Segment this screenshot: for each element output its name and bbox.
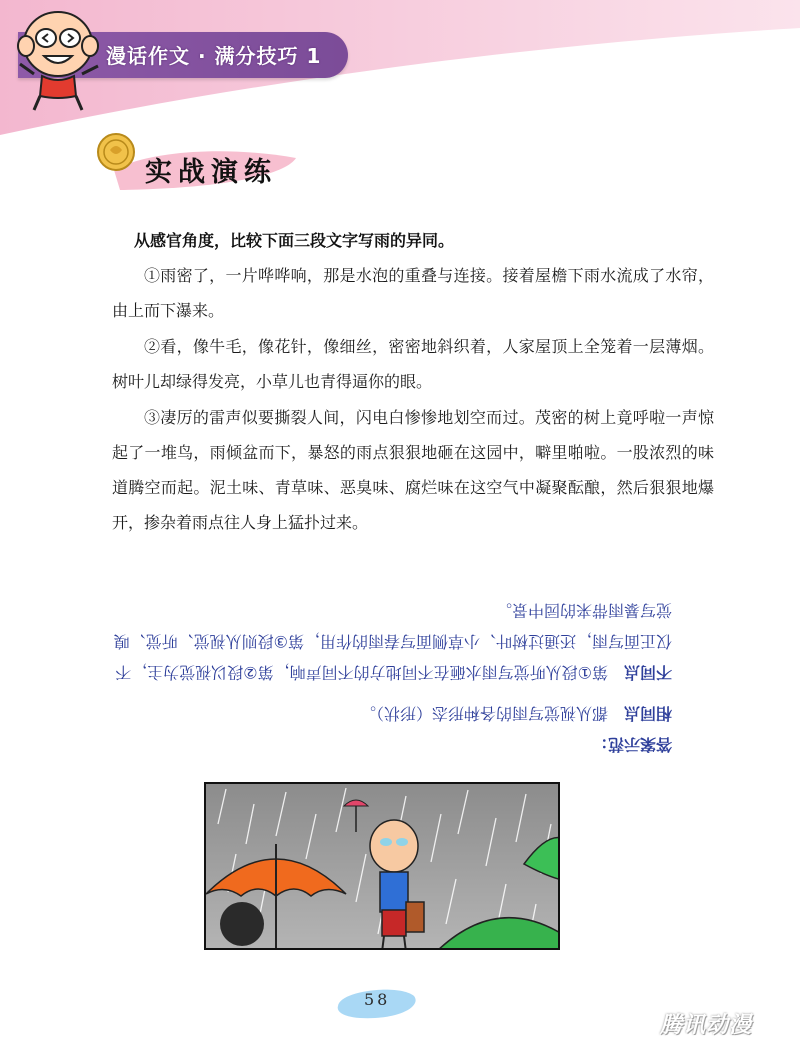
exercise-prompt: 从感官角度，比较下面三段文字写雨的异同。 [134, 231, 455, 250]
section-title: 实战演练 [145, 157, 277, 188]
same-point-text: 都从视觉写雨的各种形态（形状）。 [359, 704, 608, 723]
diff-point-text: 第①段从听觉写雨水砸在不同地方的不同声响，第②段以视觉为主，不仅正面写雨，还通过树叶、小草侧面写春雨的作用，第③段则从视觉、听觉、嗅觉写暴雨带来的园中景。 [113, 601, 672, 682]
passage-2: ②看，像牛毛，像花针，像细丝，密密地斜织着，人家屋顶上全笼着一层薄烟。树叶儿却绿得发亮，小草儿也青得逼你的眼。 [112, 337, 714, 391]
diff-point-tag: 不同点 [623, 663, 672, 682]
rain-scene-illustration [206, 784, 560, 950]
coin-icon [96, 132, 136, 172]
same-point-tag: 相同点 [623, 704, 672, 723]
answer-title: 答案示范： [591, 735, 672, 754]
series-title: 漫话作文 · 满分技巧 1 [106, 44, 322, 68]
mascot-illustration [14, 4, 106, 114]
passage-1: ①雨密了，一片哗哗响，那是水泡的重叠与连接。接着屋檐下雨水流成了水帘，由上而下瀑来。 [112, 266, 714, 320]
answer-block-inverted [112, 570, 672, 760]
watermark-logo: 腾讯动漫 [660, 1013, 753, 1038]
page-number: 58 [364, 990, 391, 1009]
rain-comic-panel [204, 782, 560, 950]
passage-3: ③凄厉的雷声似要撕裂人间，闪电白惨惨地划空而过。茂密的树上竟呼啦一声惊起了一堆鸟，雨倾盆而下，暴怒的雨点狠狠地砸在这园中，噼里啪啦。一股浓烈的味道腾空而起。泥土味、青草味、恶臭味、腐烂味在这空气中凝聚酝酿，然后狠狠地爆开，掺杂着雨点往人身上猛扑过来。 [112, 408, 714, 532]
